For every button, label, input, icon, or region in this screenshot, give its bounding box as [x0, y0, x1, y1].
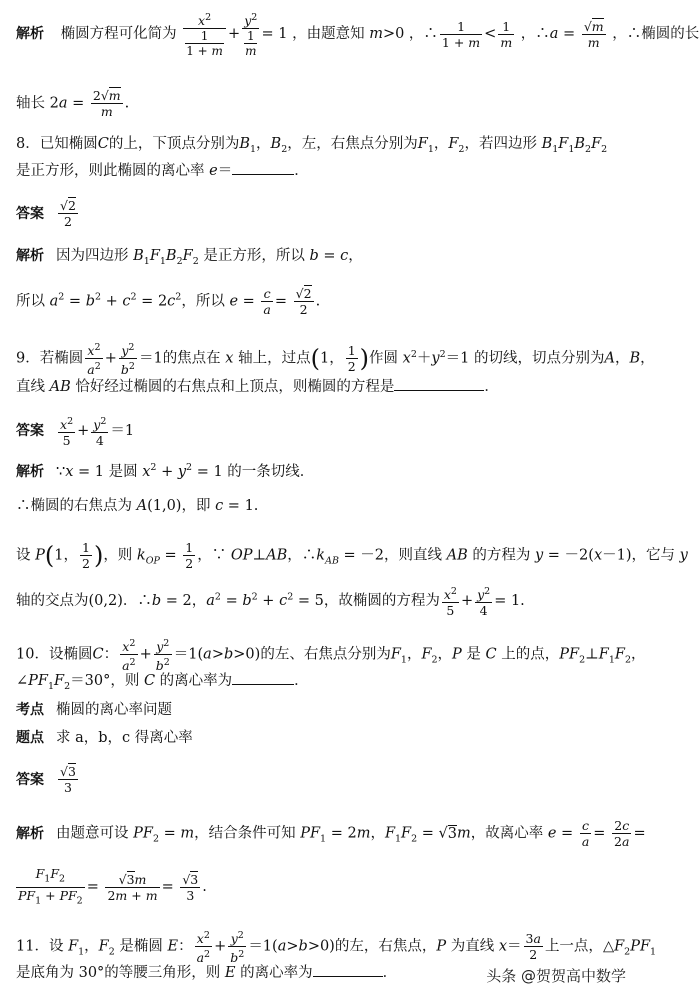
q11-line2: 是底角为 30°的等腰三角形，则 E 的离心率为 ．: [16, 962, 397, 983]
q9-analysis2: ∴椭圆的右焦点为 A(1,0)，即 c = 1.: [16, 498, 259, 514]
text: ，故椭圆的方程为: [323, 593, 440, 610]
q10-answer: [16, 764, 80, 795]
fraction: $\frac{x^2}{a^2}$: [196, 930, 211, 966]
text: ，: [630, 646, 646, 663]
q9-line1: 9．若椭圆 $\frac{x^2}{a^2}$ + $\frac{y^2}{b^2}$ ＝1的焦点在 x 轴上，过点(1， $\frac{1}{2}$ )作圆 $x^2+y^2=1$ 的切线，切点分别为A，B，: [16, 342, 655, 378]
text: ．: [294, 673, 309, 689]
text: 直线: [16, 379, 45, 395]
text: ，: [437, 646, 453, 663]
question-number: 11．: [16, 938, 49, 955]
text: 轴的交点为: [16, 593, 89, 610]
text: 作圆: [369, 350, 399, 367]
answer-blank: [232, 160, 294, 175]
text: 上一点，: [544, 938, 603, 955]
fraction: $\frac{y^2}{4}$: [93, 416, 107, 449]
text: ，它与: [631, 547, 676, 564]
text: 设: [16, 547, 31, 564]
text: 已知椭圆: [39, 136, 98, 152]
text: ，所以: [181, 293, 225, 310]
fraction: $\frac{√2}{2}$: [60, 198, 76, 229]
text: 是: [466, 646, 481, 663]
fraction: $\frac{c}{a}$: [263, 286, 271, 317]
text: ∴椭圆的右焦点为: [16, 498, 132, 514]
text: 是底角为 30°的等腰三角形，则: [16, 965, 221, 981]
text: ，即: [181, 498, 211, 514]
text: 的离心率为: [159, 673, 233, 689]
fraction: $\frac{y^2}{b^2}$: [230, 930, 245, 966]
q9-analysis1: 解析 ∵x = 1 是圆 $x^2 + y^2 = 1$ 的一条切线．: [16, 462, 315, 480]
analysis-label: 解析: [16, 26, 44, 43]
q8-line1: 8．已知椭圆C的上，下顶点分别为$B_1$，$B_2$，左，右焦点分别为$F_1$，$F_2$，若四边形 $B_1F_1B_2F_2$: [16, 136, 608, 155]
fraction: $\frac{√m}{m}$: [583, 18, 604, 50]
fraction: $\frac{x^2}{5}$: [443, 586, 457, 619]
fraction: $\frac{x^2}{\frac{1}{1 + m}}$: [183, 10, 226, 58]
text: 的左，右焦点，: [334, 938, 437, 955]
fraction: $\frac{3a}{2}$: [525, 931, 541, 963]
q8-analysis1: 解析 因为四边形 $B_1F_1B_2F_2$ 是正方形，所以 b = c，: [16, 248, 363, 267]
tidian-label: 题点: [16, 730, 44, 746]
fraction: $\frac{√2}{2}$: [295, 286, 312, 317]
fraction: $\frac{√3}{3}$: [182, 871, 199, 903]
kaodian-label: 考点: [16, 702, 44, 718]
text: ，∴: [287, 547, 317, 564]
fraction: $\frac{1}{2}$: [185, 540, 194, 571]
text: 的左、右焦点分别为: [260, 646, 391, 663]
text: 是正方形，所以: [203, 248, 305, 264]
fraction: $\frac{1}{2}$: [347, 343, 356, 375]
text: 是椭圆: [119, 938, 163, 955]
text: 所以: [16, 293, 45, 310]
q8-analysis2: 所以 $a^2 = b^2 + c^2 = 2c^2$，所以 e = $\frac{c}{a}$ = $\frac{√2}{2}$ .: [16, 286, 321, 317]
q9-analysis3: 设 P(1， $\frac{1}{2}$ )，则 $k_{OP}$ = $\frac{1}{2}$ ，∵ OP⊥AB，$\therefore k_{AB} = -2$，则直线 AB 的方程为 y = －2(x－1)，它与 y: [16, 540, 688, 571]
text: 是圆: [108, 463, 138, 480]
analysis-label: 解析: [16, 825, 44, 842]
text: ，: [84, 938, 99, 955]
text: ，结合条件可知: [194, 825, 296, 842]
text: 若椭圆: [39, 350, 84, 367]
q10-kaodian: [16, 700, 172, 720]
text: 轴上，过点: [238, 350, 311, 367]
text: ，: [191, 593, 207, 610]
text: ．: [484, 379, 499, 395]
fraction: $\frac{x^2}{5}$: [60, 416, 74, 449]
fraction: $\frac{√3}{3}$: [60, 764, 76, 795]
q9-answer: 答案 $\frac{x^2}{5}$ + $\frac{y^2}{4}$ ＝1: [16, 416, 135, 449]
fraction: $\frac{x^2}{a^2}$: [87, 342, 101, 378]
text: ，若四边形: [464, 136, 537, 152]
fraction: $\frac{c}{a}$: [581, 818, 590, 849]
fraction: $\frac{y^2}{\frac{1}{m}}$: [242, 10, 259, 58]
answer-label: 答案: [16, 423, 44, 440]
fraction: $\frac{x^2}{a^2}$: [122, 638, 136, 674]
text: 的离心率为: [240, 965, 313, 981]
watermark: 头条 @贺贺高中数学: [486, 967, 626, 985]
q9-analysis4: 轴的交点为(0,2)．∴b = 2，$a^2 = b^2 + c^2 = 5$，故椭圆的方程为 $\frac{x^2}{5}$ + $\frac{y^2}{4}$ = 1.: [16, 586, 525, 619]
text: ，: [348, 248, 363, 264]
text: ∵: [56, 463, 66, 480]
fraction: $\frac{1}{m}$: [500, 18, 513, 50]
text: ．: [294, 163, 309, 179]
text: 是正方形，则此椭圆的离心率: [16, 163, 205, 179]
analysis-label: 解析: [16, 248, 44, 264]
text: ．∴: [122, 593, 152, 610]
fraction: $\frac{1}{2}$: [81, 540, 90, 571]
fraction: $\frac{F_1F_2}{PF_1 + PF_2}$: [18, 866, 83, 906]
question-number: 9．: [16, 350, 40, 367]
text: 椭圆方程可化简为: [60, 26, 177, 43]
text: 设: [48, 938, 64, 955]
text: ，由题意知: [292, 26, 365, 43]
fraction: $\frac{1}{1 + m}$: [441, 18, 481, 50]
fraction: $\frac{y^2}{4}$: [477, 586, 491, 619]
text: ，: [370, 825, 385, 842]
answer-label: 答案: [16, 205, 44, 222]
q9-line2: 直线 AB 恰好经过椭圆的右焦点和上顶点，则椭圆的方程是 ．: [16, 376, 499, 397]
fraction: $\frac{2√m}{m}$: [92, 88, 121, 119]
text: 的焦点在: [162, 350, 221, 367]
text: ，左，右焦点分别为: [287, 136, 418, 152]
answer-label: 答案: [16, 771, 44, 788]
text: 的切线，切点分别为: [473, 350, 605, 367]
text: 轴长: [16, 95, 45, 112]
question-number: 10．: [16, 646, 49, 663]
top-analysis-line2: 轴长 2a = $\frac{2√m}{m}$ .: [16, 88, 130, 119]
fraction: $\frac{√3m}{2m + m}$: [107, 871, 158, 903]
text: 则: [124, 673, 140, 689]
q8-answer: [16, 198, 80, 229]
text: ．: [382, 965, 398, 981]
answer-blank: [394, 376, 484, 391]
text: 由题意可设: [56, 825, 129, 842]
text: 的方程为: [472, 547, 531, 564]
text: 因为四边形: [56, 248, 129, 264]
question-number: 8．: [16, 136, 40, 152]
text: ，则: [103, 547, 133, 564]
text: ，∵: [197, 547, 227, 564]
q10-analysis2: $\frac{F_1F_2}{PF_1 + PF_2}$ = $\frac{√3m}{2m + m}$ = $\frac{√3}{3}$ .: [18, 866, 207, 906]
text: 为直线: [450, 938, 495, 955]
text: ，∴椭圆的长: [612, 26, 699, 43]
text: 椭圆的离心率问题: [56, 702, 172, 718]
text: 求 a，b，c 得离心率: [56, 730, 193, 746]
fraction: $\frac{2c}{2a}$: [614, 818, 630, 849]
text: ，则直线: [384, 547, 443, 564]
fraction: $\frac{y^2}{b^2}$: [120, 342, 135, 378]
top-analysis-line1: 解析 椭圆方程可化简为 $\frac{x^2}{\frac{1}{1 + m}}$ + $\frac{y^2}{\frac{1}{m}}$ = 1 ，由题意知 m>0 ，∴ $\frac{1}{1 + m}$ < $\frac{1}{m}$ ，∴a = $\frac{√m}{m}$ ，∴椭圆的长: [16, 12, 699, 59]
fraction: $\frac{y^2}{b^2}$: [155, 638, 170, 674]
q10-analysis1: 解析 由题意可设 $PF_2 = m$，结合条件可知 $PF_1 = 2m$，$F_1F_2 = √3m$，故离心率 e = $\frac{c}{a}$ = $\frac{2c}{2a}$ =: [16, 818, 646, 849]
answer-blank: [313, 962, 383, 977]
text: ，故离心率: [470, 825, 544, 842]
q10-line2: $\angle PF_1F_2=30^\circ$，则 C 的离心率为 ．: [16, 670, 309, 697]
text: ，: [614, 350, 630, 367]
answer-blank: [232, 670, 294, 685]
text: 的上，下顶点分别为: [108, 136, 240, 152]
q11-line1: 11．设 $F_1$，$F_2$ 是椭圆 E： $\frac{x^2}{a^2}$ + $\frac{y^2}{b^2}$ ＝1(a>b>0)的左，右焦点，P 为直线 x＝ $\frac{3a}{2}$ 上一点，$\triangle F_2PF_1$: [16, 930, 657, 966]
text: 上的点，: [501, 646, 560, 663]
text: 的一条切线．: [227, 463, 315, 480]
analysis-label: 解析: [16, 463, 44, 480]
q8-line2: 是正方形，则此椭圆的离心率 e＝ ．: [16, 160, 309, 181]
text: 设椭圆: [48, 646, 93, 663]
q10-line1: 10．设椭圆C： $\frac{x^2}{a^2}$ + $\frac{y^2}{b^2}$ ＝1(a>b>0)的左、右焦点分别为$F_1$，$F_2$，P 是 C 上的点，$PF_2\perp F_1F_2$，: [16, 638, 646, 674]
text: 恰好经过椭圆的右焦点和上顶点，则椭圆的方程是: [75, 379, 395, 395]
q10-tidian: [16, 728, 193, 748]
text: ，: [640, 350, 655, 367]
